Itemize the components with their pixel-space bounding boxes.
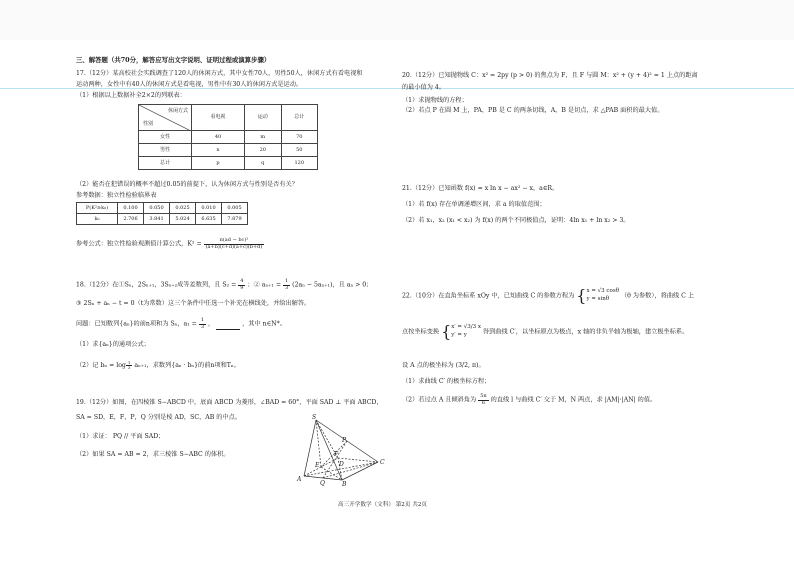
text-part: ；② aₙ₊₁ = bbox=[247, 281, 282, 289]
pyramid-figure bbox=[290, 412, 390, 486]
table-cell: 0.005 bbox=[222, 203, 248, 214]
table-cell: 0.025 bbox=[170, 203, 196, 214]
q18-line-4: （1）求{aₙ}的通项公式； bbox=[76, 341, 150, 348]
q17-line-3: （1）根据以上数据补全2×2的列联表： bbox=[76, 92, 186, 99]
fraction-numerator: 1 bbox=[200, 317, 205, 323]
table-cell: 120 bbox=[281, 157, 318, 170]
table-cell: n bbox=[192, 144, 245, 157]
q22-line-1 bbox=[402, 288, 694, 304]
system-line: x′ = √3/3 x bbox=[451, 324, 481, 331]
q22-line-4: （1）求曲线 C′ 的极坐标方程； bbox=[402, 378, 491, 385]
corner-top-label: 休闲方式 bbox=[167, 108, 188, 114]
vertex-label: B bbox=[342, 481, 347, 486]
q19-line-4: （2）如果 SA = AB = 2，求三棱锥 S−ABC 的体积。 bbox=[76, 451, 230, 458]
vertex-label: S bbox=[312, 414, 317, 421]
table-header: 总计 bbox=[281, 105, 318, 131]
vertex-label: P bbox=[342, 437, 347, 444]
vertex-label: Q bbox=[320, 480, 325, 486]
table-cell: P(K²≥k₀) bbox=[77, 203, 118, 214]
k2-fraction bbox=[204, 238, 265, 250]
table-cell: q bbox=[245, 157, 281, 170]
text-part: 点按坐标变换 bbox=[402, 328, 440, 336]
left-brace: { bbox=[576, 286, 587, 305]
fraction-denominator: 3 bbox=[200, 323, 205, 330]
table-cell: 40 bbox=[192, 131, 245, 144]
text-part: 18.（12分）在①Sₙ，2Sₙ₊₁，3Sₙ₊₂成等差数列，且 S₂ = bbox=[76, 281, 237, 289]
table-header: 看电视 bbox=[192, 105, 245, 131]
text-part: （2）若过点 A 且倾斜角为 bbox=[402, 396, 477, 404]
table-cell: 50 bbox=[281, 144, 318, 157]
q21-line-2: （1）若 f(x) 存在单调递增区间，求 a 的取值范围； bbox=[402, 201, 546, 208]
table-cell: k₀ bbox=[77, 214, 118, 225]
section-header: 三、解答题（共70分，解答应写出文字说明、证明过程或演算步骤） bbox=[76, 56, 271, 64]
reference-formula bbox=[76, 238, 264, 250]
fraction-denominator: 6 bbox=[481, 399, 486, 406]
transform-system bbox=[451, 324, 481, 339]
text-part: 22.（10分）在直角坐标系 xOy 中，已知曲线 C 的参数方程为 bbox=[402, 292, 575, 300]
fraction-denominator: 3 bbox=[285, 284, 289, 291]
q19-line-1: 19.（12分）如图，在四棱锥 S−ABCD 中，底面 ABCD 为菱形，∠BAD = 60°，平面 SAD ⊥ 平面 ABCD， bbox=[76, 399, 383, 406]
system-line: y = sinθ bbox=[586, 296, 610, 302]
parametric-system bbox=[586, 288, 618, 303]
fraction-numerator: n(ad − bc)² bbox=[204, 238, 265, 245]
q18-line-2: ③ 2Sₙ + aₙ − t = 0（t为常数）这三个条件中任选一个补充在横线处，并给出解答。 bbox=[76, 300, 311, 307]
q19-line-2: SA = SD，E，F，P，Q 分别是棱 AD，SC，AB 的中点。 bbox=[76, 414, 242, 421]
text-part: aₙ₊₁，求数列{aₙ · bₙ}的前n项和Tₙ。 bbox=[134, 362, 240, 370]
q17-line-2: 运动两种，女性中有40人的休闲方式是看电视，男性中有30人的休闲方式是运动。 bbox=[76, 81, 303, 88]
table-row bbox=[139, 157, 318, 170]
vertex-label: F bbox=[334, 451, 339, 458]
fraction-denominator: (a+b)(c+d)(a+c)(b+d) bbox=[205, 243, 263, 250]
fraction bbox=[478, 394, 488, 406]
text-part: （θ 为参数），将曲线 C 上 bbox=[620, 292, 695, 300]
q22-line-5 bbox=[402, 394, 656, 406]
corner-bottom-label: 性别 bbox=[143, 121, 154, 128]
q22-line-2 bbox=[402, 324, 688, 340]
q21-line-1: 21.（12分）已知函数 f(x) = x ln x − ax² − x，a∈R。 bbox=[402, 185, 559, 192]
q18-line-5 bbox=[76, 361, 240, 371]
table-cell: m bbox=[245, 131, 281, 144]
fraction-numerator: 1 bbox=[285, 278, 289, 284]
vertex-label: A bbox=[297, 476, 302, 483]
fraction-denominator: 3 bbox=[127, 365, 131, 371]
fraction-denominator: 9 bbox=[240, 284, 244, 291]
system-line: x = √3 cosθ bbox=[586, 288, 619, 295]
table-cell: 3.841 bbox=[144, 214, 170, 225]
text-part: 问题：已知数列{aₙ}的前n项和为 Sₙ，a₁ = bbox=[76, 320, 197, 328]
q17-line-5: 参考数据：独立性检验临界表 bbox=[76, 192, 157, 199]
vertex-label: D bbox=[339, 461, 344, 468]
table-cell: 6.635 bbox=[196, 214, 222, 225]
fraction-numerator: 5π bbox=[480, 393, 487, 399]
table-cell: 2.706 bbox=[118, 214, 144, 225]
contingency-table bbox=[138, 104, 318, 170]
fraction-numerator: 1 bbox=[127, 360, 131, 365]
table-header: 运动 bbox=[245, 105, 281, 131]
scan-top-margin bbox=[0, 0, 794, 40]
table-cell: 7.879 bbox=[222, 214, 248, 225]
table-cell: 0.100 bbox=[118, 203, 144, 214]
table-corner-cell bbox=[139, 105, 192, 131]
text-part: 得到曲线 C′，以坐标原点为极点，x 轴的非负半轴为极轴，建立极坐标系。 bbox=[482, 328, 689, 336]
vertex-label: E bbox=[315, 462, 320, 469]
fraction bbox=[283, 279, 290, 291]
text-part: ， bbox=[208, 320, 215, 328]
q20-line-2: （1）求抛物线的方程； bbox=[402, 97, 468, 104]
table-row bbox=[77, 203, 248, 214]
table-cell: 20 bbox=[245, 144, 281, 157]
q22-line-3: 设 A 点的极坐标为 (3/2, π)。 bbox=[402, 362, 485, 369]
q20-line-1: 20.（12分）已知抛物线 C：x² = 2py (p > 0) 的焦点为 F，且 F 与圆 M：x² + (y + 4)² = 1 上点的距离 bbox=[402, 72, 698, 79]
table-cell: 70 bbox=[281, 131, 318, 144]
formula-prefix: 参考公式：独立性检验观测值计算公式，K² = bbox=[76, 240, 202, 248]
q20-line-3: （2）若点 P 在圆 M 上，PA，PB 是 C 的两条切线，A，B 是切点，求 △PAB 面积的最大值。 bbox=[402, 107, 664, 114]
critical-value-table bbox=[76, 202, 248, 225]
table-cell: 5.024 bbox=[170, 214, 196, 225]
q21-line-3: （2）若 x₁，x₂ (x₁ < x₂) 为 f(x) 的两个不同极值点，证明：4ln x₁ + ln x₂ > 3。 bbox=[402, 217, 630, 224]
fraction-numerator: 4 bbox=[240, 278, 244, 284]
text-part: （2）记 bₙ = log bbox=[76, 362, 126, 370]
table-cell: p bbox=[192, 157, 245, 170]
log-base-fraction bbox=[126, 361, 133, 371]
fraction bbox=[238, 279, 245, 291]
system-line: y′ = y bbox=[451, 332, 467, 338]
page-footer: 高三开学数学（文科） 第2页 共2页 bbox=[338, 502, 427, 508]
answer-blank bbox=[216, 329, 240, 330]
vertex-label: C bbox=[380, 459, 385, 466]
table-cell: 女性 bbox=[139, 131, 192, 144]
table-row bbox=[139, 131, 318, 144]
text-part: ，其中 n∈N*。 bbox=[242, 320, 286, 328]
q19-line-3: （1）求证： PQ // 平面 SAD； bbox=[76, 433, 165, 440]
fraction bbox=[199, 318, 206, 330]
text-part: (2aₙ − 5aₙ₊₁)，且 aₙ > 0； bbox=[292, 281, 373, 289]
table-row bbox=[77, 214, 248, 225]
q17-line-1: 17.（12分）某高校社会实践调查了120人的休闲方式，其中女性70人，男性50人，休闲方式有看电视和 bbox=[76, 70, 363, 77]
q18-line-1 bbox=[76, 279, 372, 291]
table-row bbox=[139, 144, 318, 157]
table-cell: 0.050 bbox=[144, 203, 170, 214]
table-cell: 0.010 bbox=[196, 203, 222, 214]
table-cell: 男性 bbox=[139, 144, 192, 157]
text-part: 的直线 l 与曲线 C′ 交于 M，N 两点，求 |AM|·|AN| 的值。 bbox=[490, 396, 657, 404]
table-cell: 总计 bbox=[139, 157, 192, 170]
q18-line-3 bbox=[76, 318, 286, 330]
left-brace: { bbox=[441, 322, 452, 341]
q17-line-4: （2）能否在犯错误的概率不超过0.05的前提下，认为休闲方式与性别是否有关？ bbox=[76, 181, 298, 188]
q20-line-1b: 的最小值为 4。 bbox=[402, 84, 446, 91]
